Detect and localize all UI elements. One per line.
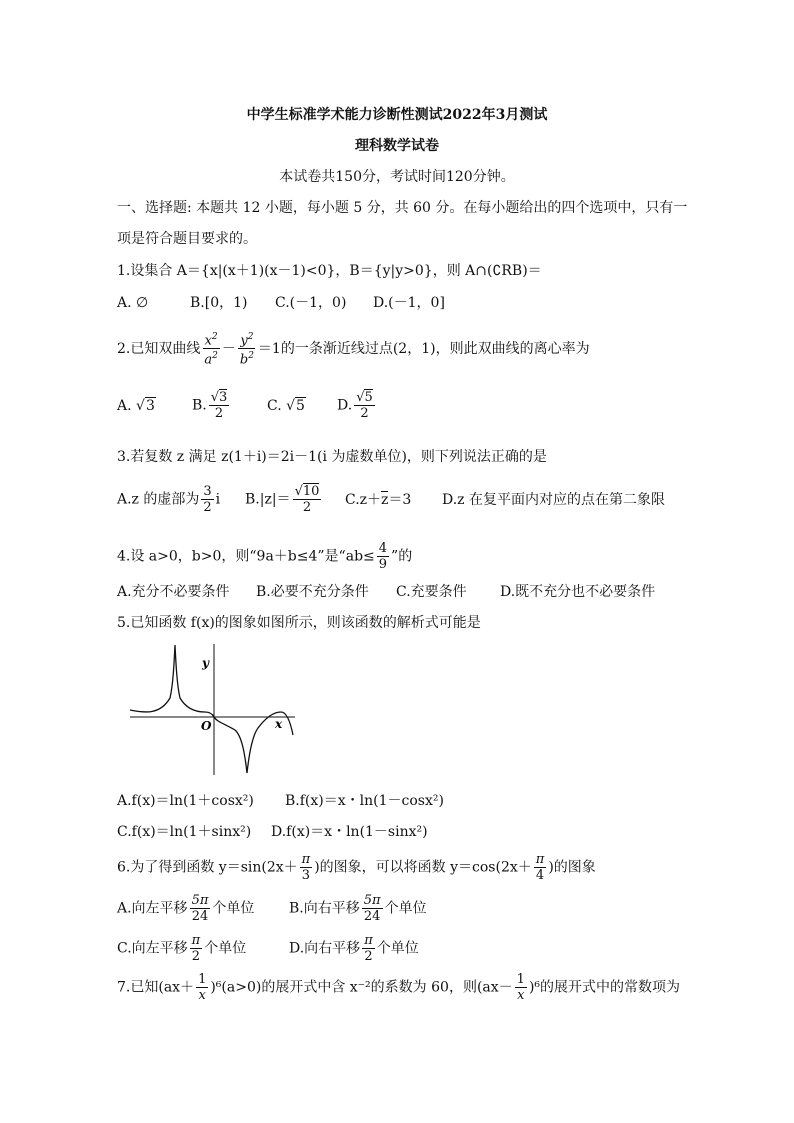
q1-stem: 1.设集合 A＝{x|(x＋1)(x－1)<0}，B＝{y|y>0}，则 A∩(∁RB)＝ xyxy=(117,263,542,279)
paper-intro: 本试卷共150分，考试时间120分钟。 xyxy=(279,169,515,185)
q3-option-c: C.z＋z＝3 xyxy=(345,491,412,508)
q5-stem: 5.已知函数 f(x)的图象如图所示，则该函数的解析式可能是 xyxy=(117,615,481,631)
q1-option-a: A. ∅ xyxy=(117,295,149,311)
section-heading: 一、选择题: 本题共 12 小题，每小题 5 分，共 60 分。在每小题给出的四个选项中，只有一 xyxy=(117,200,688,216)
q2-options xyxy=(117,390,377,421)
q3-stem: 3.若复数 z 满足 z(1＋i)＝2i－1(i 为虚数单位)，则下列说法正确的是 xyxy=(117,449,547,465)
q3-option-a: A.z 的虚部为 $\frac{3}{2}$ i xyxy=(117,484,221,515)
paper-subtitle: 理科数学试卷 xyxy=(355,138,439,154)
q7-stem: 7.已知(ax＋ $\frac{1}{x}$ )⁶(a>0)的展开式中含 x⁻²的系数为 60，则(ax－ $\frac{1}{x}$ )⁶的展开式中的常数项为 xyxy=(117,972,681,1003)
q4-option-a: A.充分不必要条件 xyxy=(117,584,230,600)
q2-option-a: A. √3 xyxy=(117,397,155,414)
q5-option-c: C.f(x)＝ln(1＋sinx²) xyxy=(117,824,252,840)
q4-option-d: D.既不充分也不必要条件 xyxy=(500,584,656,600)
q5-options-row2 xyxy=(117,821,428,841)
q2-stem: 2.已知双曲线 $\frac{x^2}{a^2}$ － $\frac{y^2}{b^2}$ ＝1的一条渐近线过点(2，1)，则此双曲线的离心率为 xyxy=(117,332,590,368)
q5-option-d: D.f(x)＝x・ln(1－sinx²) xyxy=(271,824,428,840)
function-curve xyxy=(130,645,293,773)
q4-frac: $\frac{4}{9}$ xyxy=(378,541,388,572)
q3-options xyxy=(117,484,665,515)
section-heading-cont: 项是符合题目要求的。 xyxy=(117,231,257,247)
q6-frac-pi3: $\frac{\pi}{3}$ xyxy=(301,852,311,883)
q2-stem-post: ＝1的一条渐近线过点(2，1)，则此双曲线的离心率为 xyxy=(257,340,590,357)
q6-frac-pi4: $\frac{\pi}{4}$ xyxy=(535,852,545,883)
q5-function-graph xyxy=(125,640,300,780)
q3-option-d: D.z 在复平面内对应的点在第二象限 xyxy=(442,491,666,508)
q5-option-a: A.f(x)＝ln(1＋cosx²) xyxy=(117,793,254,809)
q2-option-d: D. $\frac{√5}{2}$ xyxy=(337,390,373,421)
q1-option-b: B.[0，1) xyxy=(190,295,248,311)
q4-options xyxy=(117,581,655,601)
q4-stem: 4.设 a>0，b>0，则“9a＋b≤4”是“ab≤ $\frac{4}{9}$ ”的 xyxy=(117,541,413,572)
q6-option-b: B.向右平移 $\frac{5\pi}{24}$ 个单位 xyxy=(289,893,427,924)
q2-option-b: B. $\frac{√3}{2}$ xyxy=(192,390,228,421)
q6-option-d: D.向右平移 $\frac{\pi}{2}$ 个单位 xyxy=(289,933,419,964)
q5-option-b: B.f(x)＝x・ln(1－cosx²) xyxy=(285,793,444,809)
q7-frac-b: $\frac{1}{x}$ xyxy=(516,972,525,1003)
q6-options-row1 xyxy=(117,893,427,924)
origin-label: O xyxy=(201,719,212,733)
q1-option-c: C.(－1，0) xyxy=(275,295,347,311)
q2-frac-y: $\frac{y^2}{b^2}$ xyxy=(239,332,254,368)
q6-option-c: C.向左平移 $\frac{\pi}{2}$ 个单位 xyxy=(117,933,247,964)
q7-frac-a: $\frac{1}{x}$ xyxy=(198,972,207,1003)
q4-option-c: C.充要条件 xyxy=(396,584,467,600)
q1-option-d: D.(－1，0] xyxy=(373,295,445,311)
paper-title: 中学生标准学术能力诊断性测试2022年3月测试 xyxy=(246,107,548,123)
q3-option-b: B.|z|＝ $\frac{√10}{2}$ xyxy=(245,484,320,515)
q4-option-b: B.必要不充分条件 xyxy=(256,584,369,600)
q6-stem: 6.为了得到函数 y＝sin(2x＋ $\frac{\pi}{3}$ )的图象，可以将函数 y＝cos(2x＋ $\frac{\pi}{4}$ )的图象 xyxy=(117,852,596,883)
x-axis-label: x xyxy=(275,717,283,731)
q2-frac-x: $\frac{x^2}{a^2}$ xyxy=(204,332,218,368)
y-axis-label: y xyxy=(202,656,209,670)
q5-options-row1 xyxy=(117,790,444,810)
q6-options-row2 xyxy=(117,933,419,964)
q6-option-a: A.向左平移 $\frac{5\pi}{24}$ 个单位 xyxy=(117,893,255,924)
q2-option-c: C. √5 xyxy=(267,397,305,414)
q1-options xyxy=(117,292,445,312)
q2-stem-pre: 2.已知双曲线 xyxy=(117,340,201,357)
